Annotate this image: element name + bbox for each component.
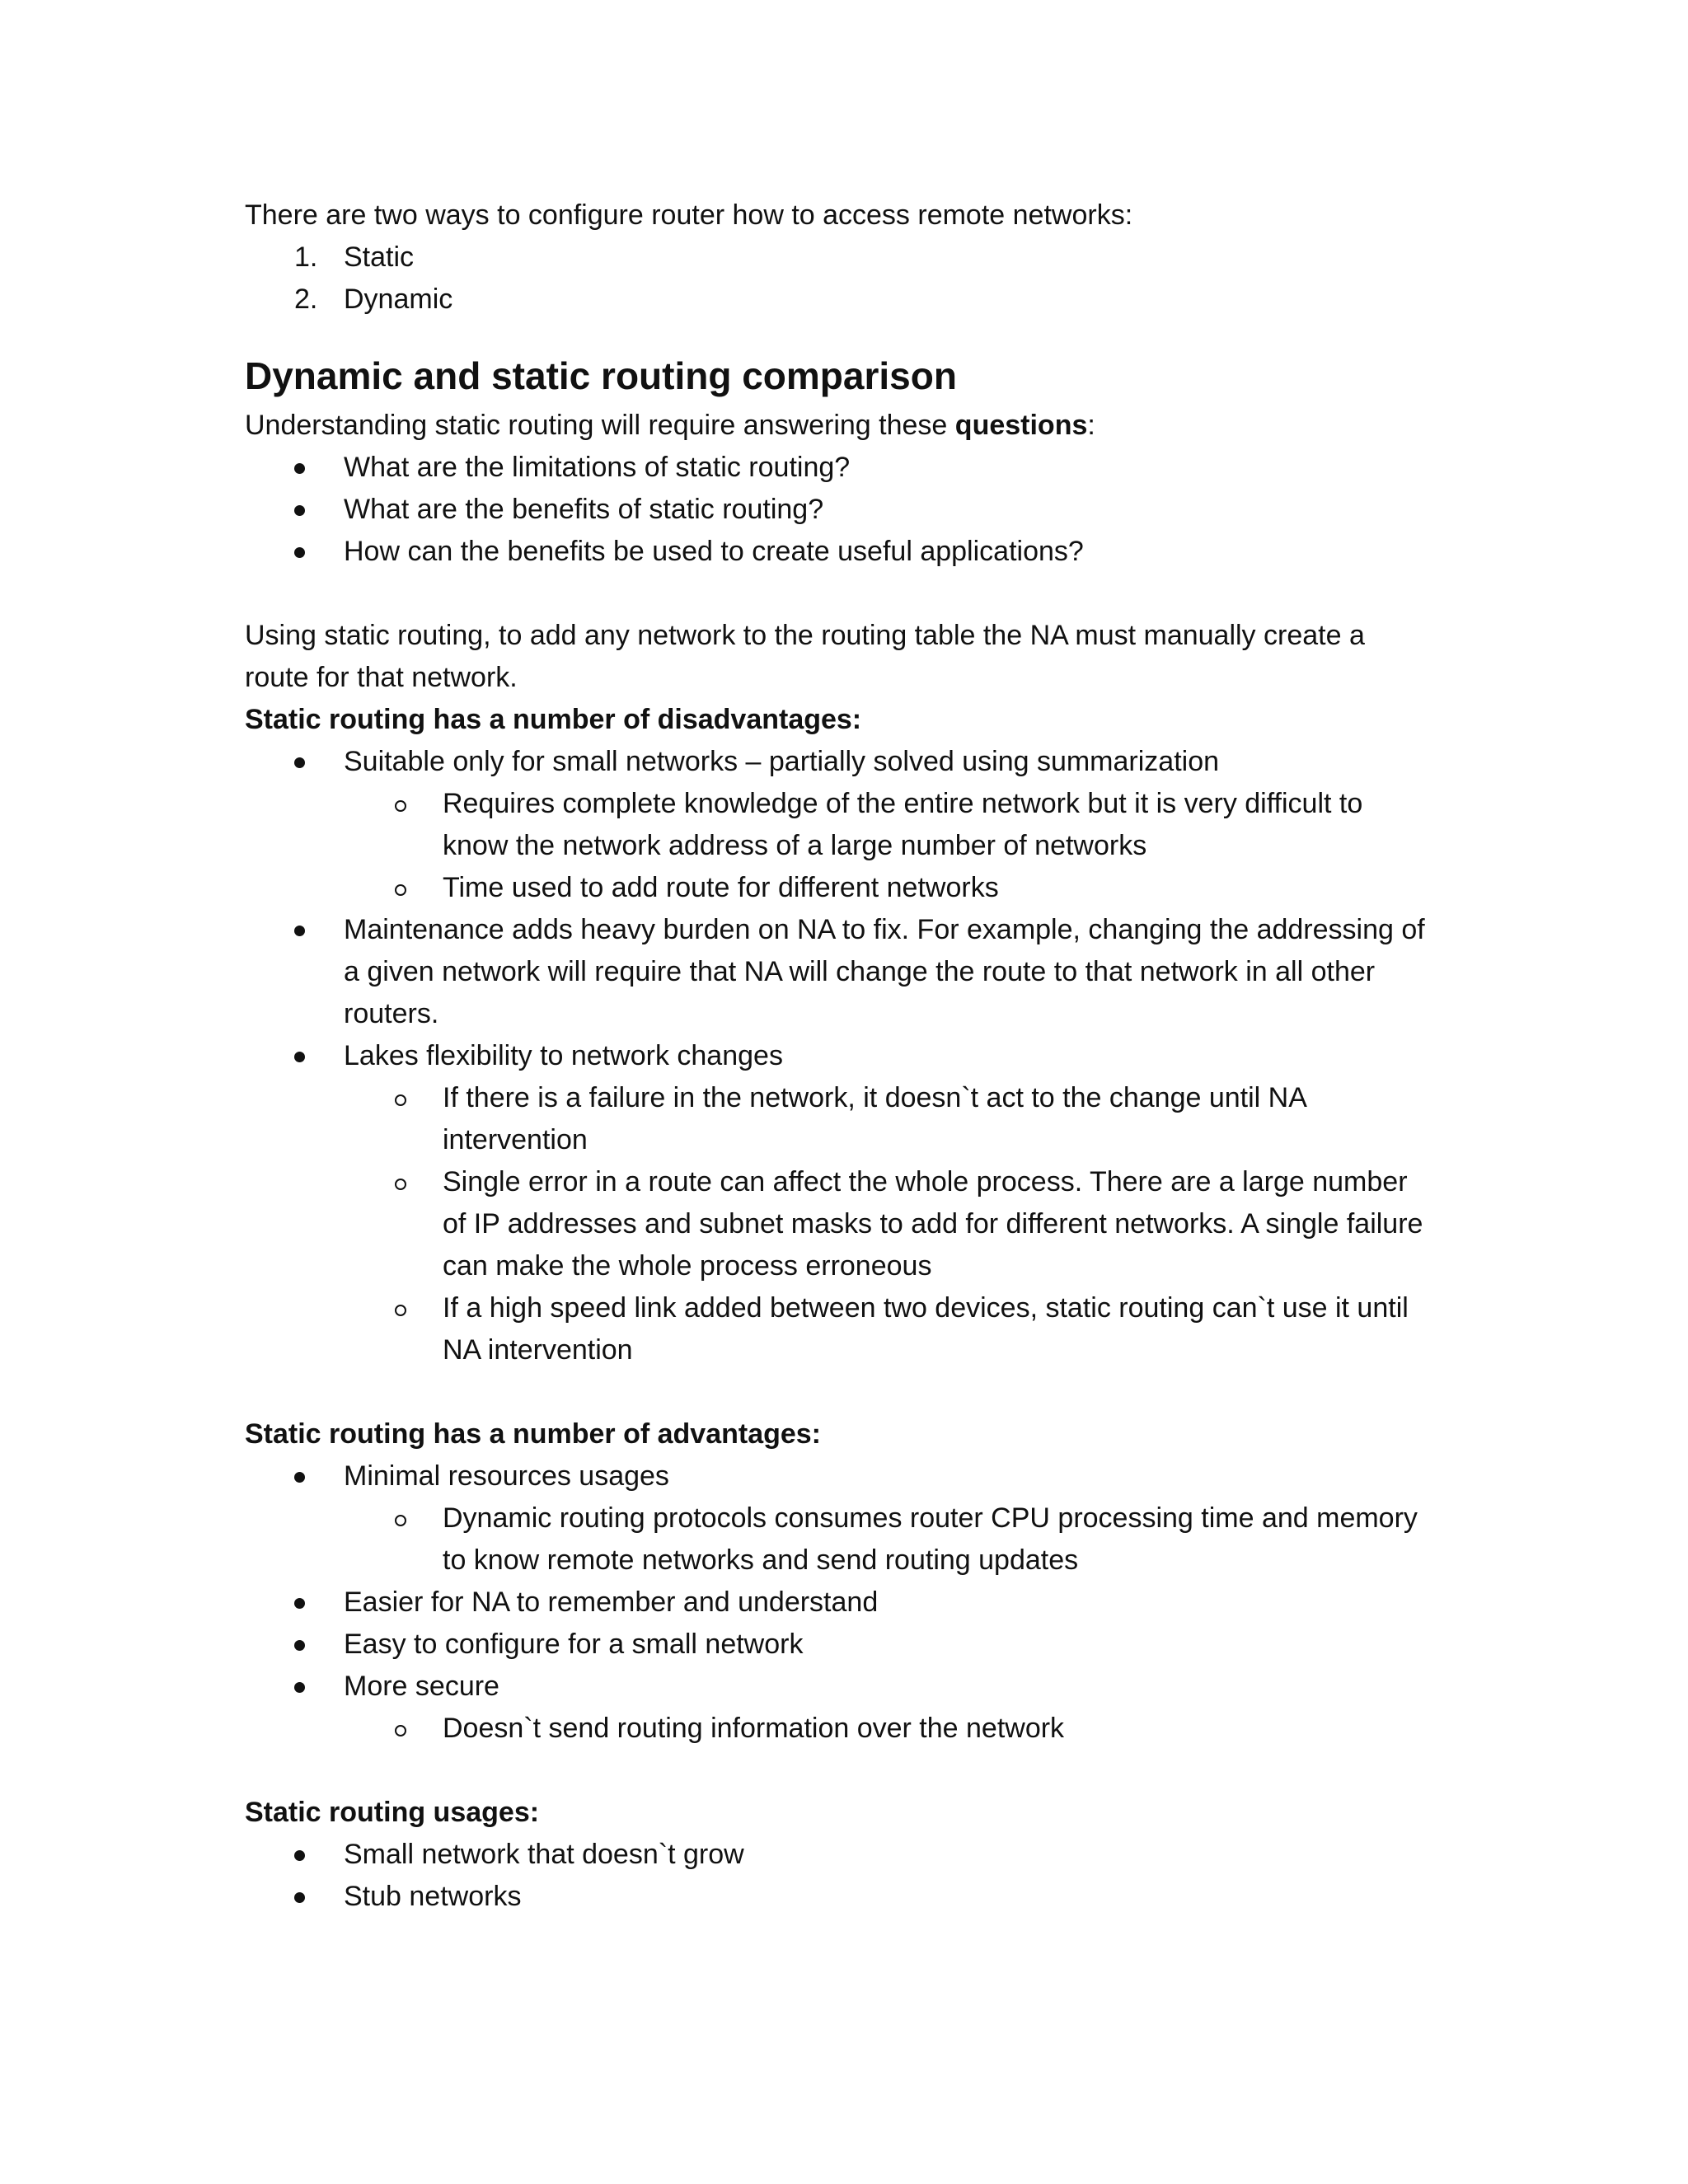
intro-text: There are two ways to configure router how to access remote networks: <box>245 199 1133 231</box>
list-number: 2. <box>294 284 318 315</box>
bullet-icon <box>294 741 327 768</box>
list-item <box>245 1624 1432 1666</box>
list-item <box>245 489 1432 531</box>
sub-list-item-label: If there is a failure in the network, it doesn`t act to the change until NA intervention <box>443 1082 1306 1155</box>
list-item-label: Easier for NA to remember and understand <box>344 1586 879 1618</box>
questions-lead-text: Understanding static routing will require answering these <box>245 410 955 441</box>
section-heading: Dynamic and static routing comparison <box>245 354 957 397</box>
sub-list <box>344 1497 1432 1582</box>
list-item <box>245 741 1432 909</box>
sub-list-item-label: Doesn`t send routing information over the network <box>443 1713 1065 1744</box>
spacer <box>245 573 1432 615</box>
list-item-label: What are the limitations of static routing? <box>344 452 851 483</box>
questions-lead-colon: : <box>1087 410 1095 441</box>
list-item-label: Stub networks <box>344 1881 522 1912</box>
list-item-label: What are the benefits of static routing? <box>344 494 824 525</box>
bullet-icon <box>294 531 327 558</box>
list-item <box>245 1666 1432 1750</box>
bullet-icon <box>294 447 327 474</box>
list-item-label: Suitable only for small networks – partially solved using summarization <box>344 746 1220 777</box>
sub-list-item-label: Time used to add route for different networks <box>443 872 999 903</box>
sub-list-item-label: If a high speed link added between two devices, static routing can`t use it until NA intervention <box>443 1292 1409 1366</box>
list-item <box>245 1876 1432 1918</box>
bullet-icon <box>294 1876 327 1903</box>
list-item-label: More secure <box>344 1671 499 1702</box>
disadvantages-heading: Static routing has a number of disadvantages: <box>245 704 862 735</box>
questions-list <box>245 447 1432 573</box>
list-number: 1. <box>294 241 318 273</box>
bullet-icon <box>294 1582 327 1609</box>
sub-list-item <box>344 1077 1432 1161</box>
list-item <box>245 531 1432 573</box>
sub-list-item <box>344 867 1432 909</box>
bullet-icon <box>294 1666 327 1693</box>
advantages-heading: Static routing has a number of advantages: <box>245 1418 822 1450</box>
list-item-label: Easy to configure for a small network <box>344 1629 804 1660</box>
list-item <box>245 1035 1432 1371</box>
sub-list-item <box>344 1161 1432 1287</box>
list-item <box>245 1582 1432 1624</box>
sub-list-item-label: Dynamic routing protocols consumes router CPU processing time and memory to know remote networks and send routing updates <box>443 1502 1418 1576</box>
sub-list-item <box>344 1497 1432 1582</box>
sub-list-item <box>344 1708 1432 1750</box>
bullet-icon <box>294 909 327 936</box>
static-intro-paragraph: Using static routing, to add any network to the routing table the NA must manually create a route for that network. <box>245 620 1365 693</box>
list-item-label: Maintenance adds heavy burden on NA to fix. For example, changing the addressing of a given network will require that NA will change the route to that network in all other routers. <box>344 914 1425 1029</box>
list-item <box>245 237 1432 279</box>
sub-list-item <box>344 783 1432 867</box>
questions-lead-bold: questions <box>954 410 1088 441</box>
sub-list-item-label: Single error in a route can affect the whole process. There are a large number of IP addresses and subnet masks to add for different networks. A single failure can make the whole process erroneous <box>443 1166 1423 1282</box>
sub-list-item-label: Requires complete knowledge of the entire network but it is very difficult to know the network address of a large number of networks <box>443 788 1363 861</box>
sub-list <box>344 783 1432 909</box>
routing-methods-list <box>245 237 1432 321</box>
bullet-icon <box>294 1624 327 1651</box>
list-item <box>245 1834 1432 1876</box>
list-item <box>245 909 1432 1035</box>
sub-list-item <box>344 1287 1432 1371</box>
list-item-label: Minimal resources usages <box>344 1460 669 1492</box>
list-item <box>245 279 1432 321</box>
list-item-label: How can the benefits be used to create useful applications? <box>344 536 1084 567</box>
spacer <box>245 1750 1432 1792</box>
sub-list <box>344 1077 1432 1371</box>
document-page <box>245 194 1432 1918</box>
disadvantages-list <box>245 741 1432 1371</box>
sub-list <box>344 1708 1432 1750</box>
bullet-icon <box>294 489 327 516</box>
list-item-label: Small network that doesn`t grow <box>344 1839 744 1870</box>
list-item-label: Lakes flexibility to network changes <box>344 1040 783 1071</box>
bullet-icon <box>294 1035 327 1062</box>
list-item-label: Dynamic <box>344 284 453 315</box>
list-item-label: Static <box>344 241 415 273</box>
list-item <box>245 1455 1432 1582</box>
usages-heading: Static routing usages: <box>245 1797 540 1828</box>
bullet-icon <box>294 1834 327 1861</box>
bullet-icon <box>294 1455 327 1483</box>
spacer <box>245 1371 1432 1413</box>
usages-list <box>245 1834 1432 1918</box>
questions-lead <box>245 405 1432 447</box>
advantages-list <box>245 1455 1432 1750</box>
list-item <box>245 447 1432 489</box>
